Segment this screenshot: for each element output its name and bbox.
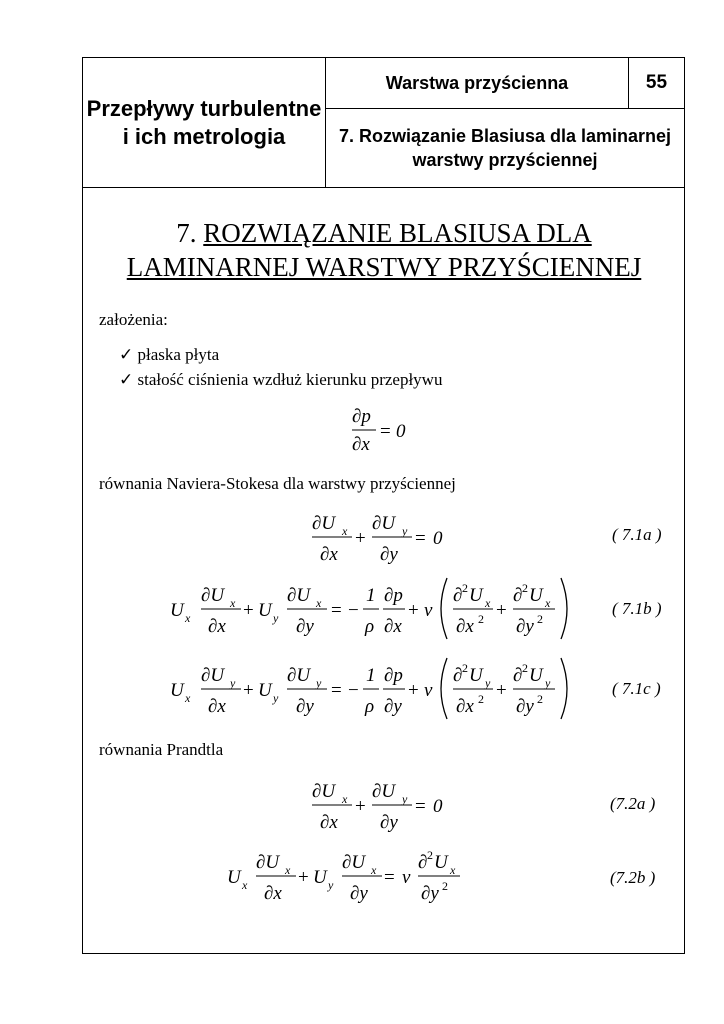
svg-text:x: x	[185, 691, 191, 705]
svg-text:x: x	[371, 863, 377, 877]
svg-text:x: x	[450, 863, 456, 877]
svg-text:=: =	[415, 796, 426, 817]
checkmark-icon: ✓	[119, 345, 134, 364]
svg-text:y: y	[230, 676, 236, 690]
svg-text:∂: ∂	[453, 665, 463, 686]
svg-text:ν: ν	[424, 600, 433, 621]
svg-text:2: 2	[522, 661, 528, 675]
svg-text:∂y: ∂y	[384, 696, 402, 717]
svg-text:∂y: ∂y	[516, 696, 534, 717]
equation-7-2b	[222, 845, 482, 907]
svg-text:U: U	[434, 852, 448, 873]
svg-text:∂U: ∂U	[201, 585, 225, 606]
svg-text:∂x: ∂x	[264, 883, 282, 904]
svg-text:U: U	[227, 867, 241, 888]
svg-text:∂U: ∂U	[256, 852, 280, 873]
svg-text:∂p: ∂p	[352, 406, 371, 427]
svg-text:2: 2	[462, 661, 468, 675]
svg-text:∂x: ∂x	[208, 696, 226, 717]
svg-text:y: y	[316, 676, 322, 690]
svg-text:=: =	[331, 600, 342, 621]
svg-text:2: 2	[478, 612, 484, 626]
svg-text:∂y: ∂y	[380, 544, 398, 565]
svg-text:=: =	[331, 680, 342, 701]
svg-text:y: y	[273, 691, 279, 705]
svg-text:=: =	[384, 867, 395, 888]
chapter-title-line2: LAMINARNEJ WARSTWY PRZYŚCIENNEJ	[126, 252, 642, 282]
svg-text:+: +	[496, 600, 507, 621]
svg-text:x: x	[485, 596, 491, 610]
svg-text:∂U: ∂U	[312, 513, 336, 534]
svg-text:∂: ∂	[453, 585, 463, 606]
svg-text:+: +	[408, 600, 419, 621]
svg-text:∂U: ∂U	[201, 665, 225, 686]
svg-text:2: 2	[462, 581, 468, 595]
svg-text:∂y: ∂y	[296, 696, 314, 717]
svg-text:∂x: ∂x	[456, 616, 474, 637]
svg-text:y: y	[485, 676, 491, 690]
svg-text:∂U: ∂U	[287, 585, 311, 606]
svg-text:+: +	[355, 528, 366, 549]
chapter-title	[84, 216, 684, 284]
svg-text:−: −	[348, 600, 359, 621]
svg-text:∂y: ∂y	[421, 883, 439, 904]
svg-text:0: 0	[396, 421, 406, 442]
equation-7-2a	[300, 773, 470, 833]
svg-text:∂x: ∂x	[208, 616, 226, 637]
course-title: Przepływy turbulentne i ich metrologia	[86, 95, 322, 149]
ns-label: równania Naviera-Stokesa dla warstwy przyściennej	[99, 474, 456, 493]
svg-text:y: y	[402, 524, 408, 538]
svg-text:∂: ∂	[513, 665, 523, 686]
svg-text:U: U	[469, 585, 483, 606]
chapter-number: 7.	[176, 218, 197, 248]
svg-text:ν: ν	[424, 680, 433, 701]
section-title: 7. Rozwiązanie Blasiusa dla laminarnej warstwy przyściennej	[338, 126, 672, 170]
topic-title: Warstwa przyścienna	[385, 72, 569, 93]
svg-text:x: x	[230, 596, 236, 610]
svg-text:y: y	[402, 792, 408, 806]
svg-text:U: U	[258, 680, 272, 701]
svg-text:∂x: ∂x	[320, 812, 338, 833]
svg-text:U: U	[529, 585, 543, 606]
svg-text:+: +	[496, 680, 507, 701]
svg-text:U: U	[469, 665, 483, 686]
svg-text:∂U: ∂U	[312, 781, 336, 802]
assumption-item: ✓ płaska płyta	[119, 345, 220, 364]
svg-text:+: +	[243, 600, 254, 621]
svg-text:∂U: ∂U	[372, 513, 396, 534]
header-divider	[82, 187, 685, 188]
svg-text:2: 2	[478, 692, 484, 706]
equation-7-1a	[300, 505, 470, 565]
svg-text:U: U	[313, 867, 327, 888]
svg-text:ρ: ρ	[365, 616, 375, 637]
equation-number-7-2b: (7.2b )	[610, 868, 656, 887]
svg-text:ρ: ρ	[365, 696, 375, 717]
svg-text:x: x	[185, 611, 191, 625]
svg-text:∂U: ∂U	[372, 781, 396, 802]
svg-text:x: x	[242, 878, 248, 892]
svg-text:∂p: ∂p	[384, 665, 403, 686]
svg-text:2: 2	[522, 581, 528, 595]
svg-text:y: y	[273, 611, 279, 625]
svg-text:y: y	[545, 676, 551, 690]
equation-number-7-2a: (7.2a )	[610, 794, 656, 813]
svg-text:1: 1	[366, 585, 376, 606]
svg-text:0: 0	[433, 528, 443, 549]
svg-text:+: +	[355, 796, 366, 817]
svg-text:∂y: ∂y	[296, 616, 314, 637]
checkmark-icon: ✓	[119, 370, 134, 389]
svg-text:∂x: ∂x	[320, 544, 338, 565]
page-number: 55	[645, 72, 668, 93]
svg-text:∂: ∂	[513, 585, 523, 606]
svg-text:x: x	[545, 596, 551, 610]
svg-text:∂U: ∂U	[342, 852, 366, 873]
svg-text:∂U: ∂U	[287, 665, 311, 686]
svg-text:0: 0	[433, 796, 443, 817]
prandtl-label: równania Prandtla	[99, 740, 224, 759]
equation-number-7-1b: ( 7.1b )	[612, 599, 662, 618]
svg-text:∂y: ∂y	[350, 883, 368, 904]
svg-text:∂y: ∂y	[380, 812, 398, 833]
svg-text:2: 2	[537, 612, 543, 626]
svg-text:+: +	[408, 680, 419, 701]
pressure-gradient-equation	[350, 400, 430, 460]
svg-text:U: U	[258, 600, 272, 621]
svg-text:+: +	[298, 867, 309, 888]
assumptions-label: założenia:	[99, 310, 168, 329]
svg-text:2: 2	[537, 692, 543, 706]
assumption-item: ✓ stałość ciśnienia wzdłuż kierunku przepływu	[119, 370, 443, 389]
svg-text:∂y: ∂y	[516, 616, 534, 637]
svg-text:−: −	[348, 680, 359, 701]
svg-text:U: U	[170, 600, 184, 621]
svg-text:∂x: ∂x	[456, 696, 474, 717]
svg-text:∂: ∂	[418, 852, 428, 873]
equation-number-7-1c: ( 7.1c )	[612, 679, 661, 698]
chapter-title-line1: ROZWIĄZANIE BLASIUSA DLA	[203, 218, 592, 248]
svg-text:U: U	[529, 665, 543, 686]
svg-text:2: 2	[427, 848, 433, 862]
svg-text:=: =	[415, 528, 426, 549]
svg-text:x: x	[316, 596, 322, 610]
svg-text:∂p: ∂p	[384, 585, 403, 606]
svg-text:x: x	[285, 863, 291, 877]
svg-text:U: U	[170, 680, 184, 701]
equation-number-7-1a: ( 7.1a )	[612, 525, 662, 544]
equation-7-1c	[165, 655, 585, 723]
equation-7-1b	[165, 575, 585, 643]
svg-text:=: =	[380, 421, 391, 442]
svg-text:y: y	[328, 878, 334, 892]
svg-text:+: +	[243, 680, 254, 701]
svg-text:1: 1	[366, 665, 376, 686]
svg-text:ν: ν	[402, 867, 411, 888]
svg-text:2: 2	[442, 879, 448, 893]
svg-text:x: x	[342, 524, 348, 538]
svg-text:∂x: ∂x	[352, 434, 370, 455]
svg-text:∂x: ∂x	[384, 616, 402, 637]
svg-text:x: x	[342, 792, 348, 806]
